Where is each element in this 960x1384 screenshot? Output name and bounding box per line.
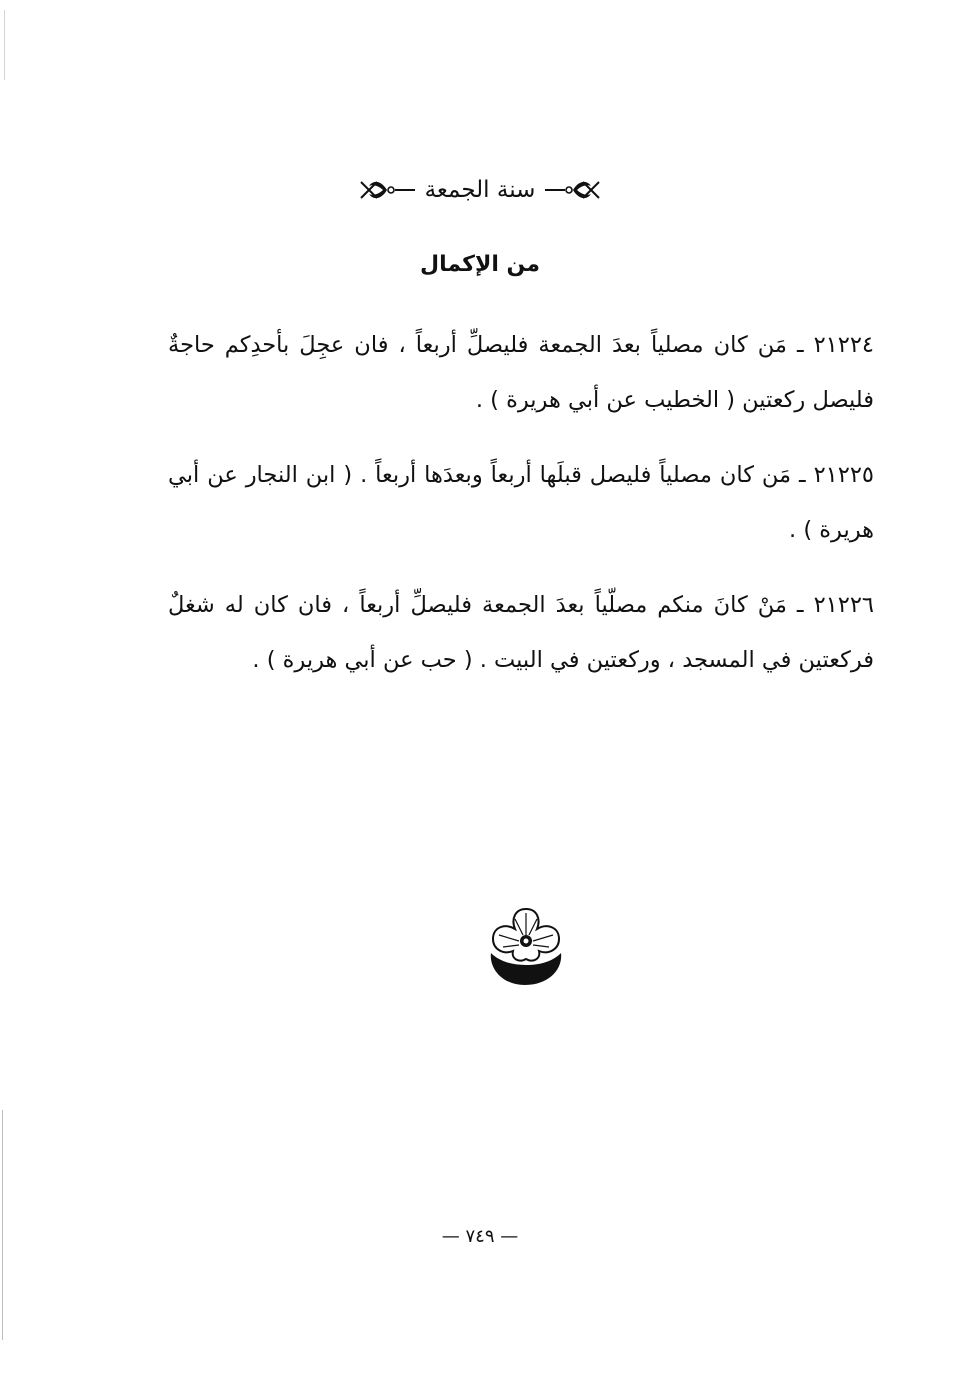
hadith-entry bbox=[168, 318, 874, 428]
hadith-entry bbox=[168, 448, 874, 558]
section-header bbox=[0, 170, 960, 210]
hadith-entry bbox=[168, 578, 874, 688]
flourish-ornament-icon bbox=[359, 176, 417, 204]
flower-ornament-icon bbox=[485, 905, 567, 987]
hadith-text: ٢١٢٢٥ ـ مَن كان مصلياً فليصل قبلَها أربعاً وبعدَها أربعاً . ( ابن النجار عن أبي هريرة ) . bbox=[168, 462, 874, 543]
page-number: — ٧٤٩ — bbox=[441, 1226, 519, 1247]
hadith-text: ٢١٢٢٦ ـ مَنْ كانَ منكم مصلّياً بعدَ الجمعة فليصلِّ أربعاً ، فان كان له شغلٌ فركعتين في المسجد ، وركعتين في البيت . ( حب عن أبي هريرة ) . bbox=[168, 592, 874, 673]
section-title: سنة الجمعة bbox=[424, 177, 536, 203]
flourish-ornament-icon bbox=[543, 176, 601, 204]
scan-edge-mark-top bbox=[4, 10, 5, 80]
hadith-text: ٢١٢٢٤ ـ مَن كان مصلياً بعدَ الجمعة فليصلِّ أربعاً ، فان عجِلَ بأحدِكم حاجةٌ فليصل ركعتين ( الخطيب عن أبي هريرة ) . bbox=[168, 332, 874, 413]
source-label: من الإكمال bbox=[420, 252, 540, 277]
hadith-list bbox=[168, 318, 874, 708]
